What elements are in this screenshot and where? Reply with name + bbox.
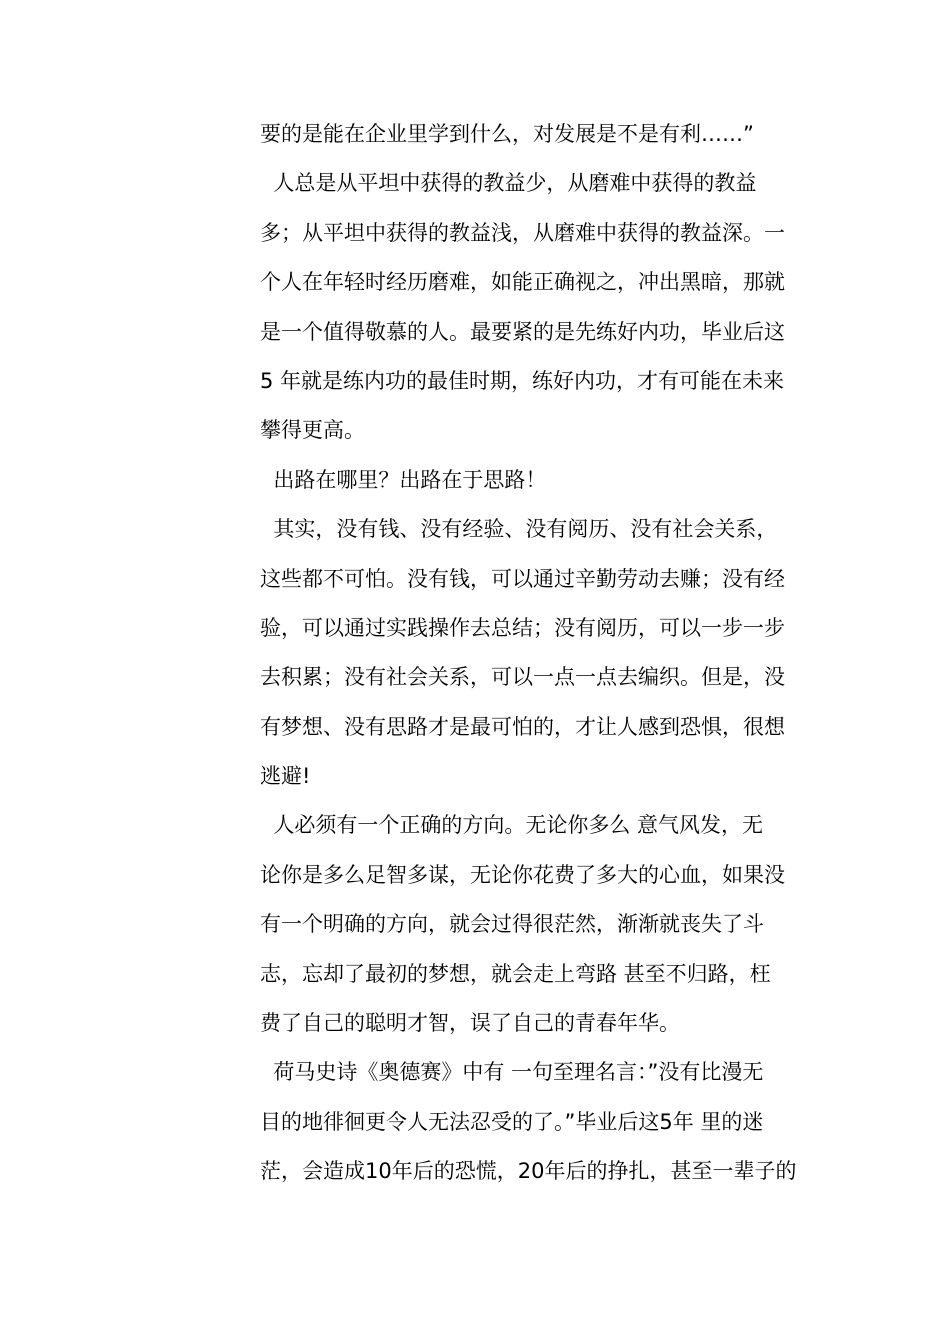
text-line: 个人在年轻时经历磨难，如能正确视之，冲出黑暗，那就: [260, 270, 785, 295]
text-line: 这些都不可怕。没有钱，可以通过辛勤劳动去赚；没有经: [260, 566, 785, 591]
text-line: 其实，没有钱、没有经验、没有阅历、没有社会关系，: [260, 517, 778, 542]
text-line: 出路在哪里？出路在于思路！: [260, 467, 547, 492]
text-line: 逃避!: [260, 764, 311, 789]
text-line: 多；从平坦中获得的教益浅，从磨难中获得的教益深。一: [260, 220, 785, 245]
text-line: 是一个值得敬慕的人。最要紧的是先练好内功，毕业后这: [260, 319, 785, 344]
text-line: 攀得更高。: [260, 418, 365, 443]
text-line: 验，可以通过实践操作去总结；没有阅历，可以一步一步: [260, 615, 785, 640]
text-line: 要的是能在企业里学到什么，对发展是不是有利……”: [260, 122, 754, 146]
text-line: 去积累；没有社会关系，可以一点一点去编织。但是，没: [260, 665, 785, 690]
text-line: 有梦想、没有思路才是最可怕的，才让人感到恐惧，很想: [260, 714, 785, 739]
text-line: 荷马史诗《奥德赛》中有 一句至理名言：”没有比漫无: [260, 1060, 764, 1085]
text-line: 论你是多么足智多谋，无论你花费了多大的心血，如果没: [260, 862, 785, 887]
text-line: 目的地徘徊更令人无法忍受的了。”毕业后这5年 里的迷: [260, 1109, 764, 1134]
text-line: 5 年就是练内功的最佳时期，练好内功，才有可能在未来: [260, 368, 785, 393]
text-line: 人必须有一个正确的方向。无论你多么 意气风发，无: [260, 813, 764, 838]
text-line: 人总是从平坦中获得的教益少，从磨难中获得的教益: [260, 171, 757, 196]
text-line: 志，忘却了最初的梦想，就会走上弯路 甚至不归路，枉: [260, 961, 771, 986]
text-line: 有一个明确的方向，就会过得很茫然，渐渐就丧失了斗: [260, 912, 764, 937]
text-line: 茫，会造成10年后的恐慌，20年后的挣扎，甚至一辈子的: [260, 1159, 797, 1184]
text-line: 费了自己的聪明才智，误了自己的青春年华。: [260, 1011, 680, 1036]
body-text: [260, 110, 820, 1197]
